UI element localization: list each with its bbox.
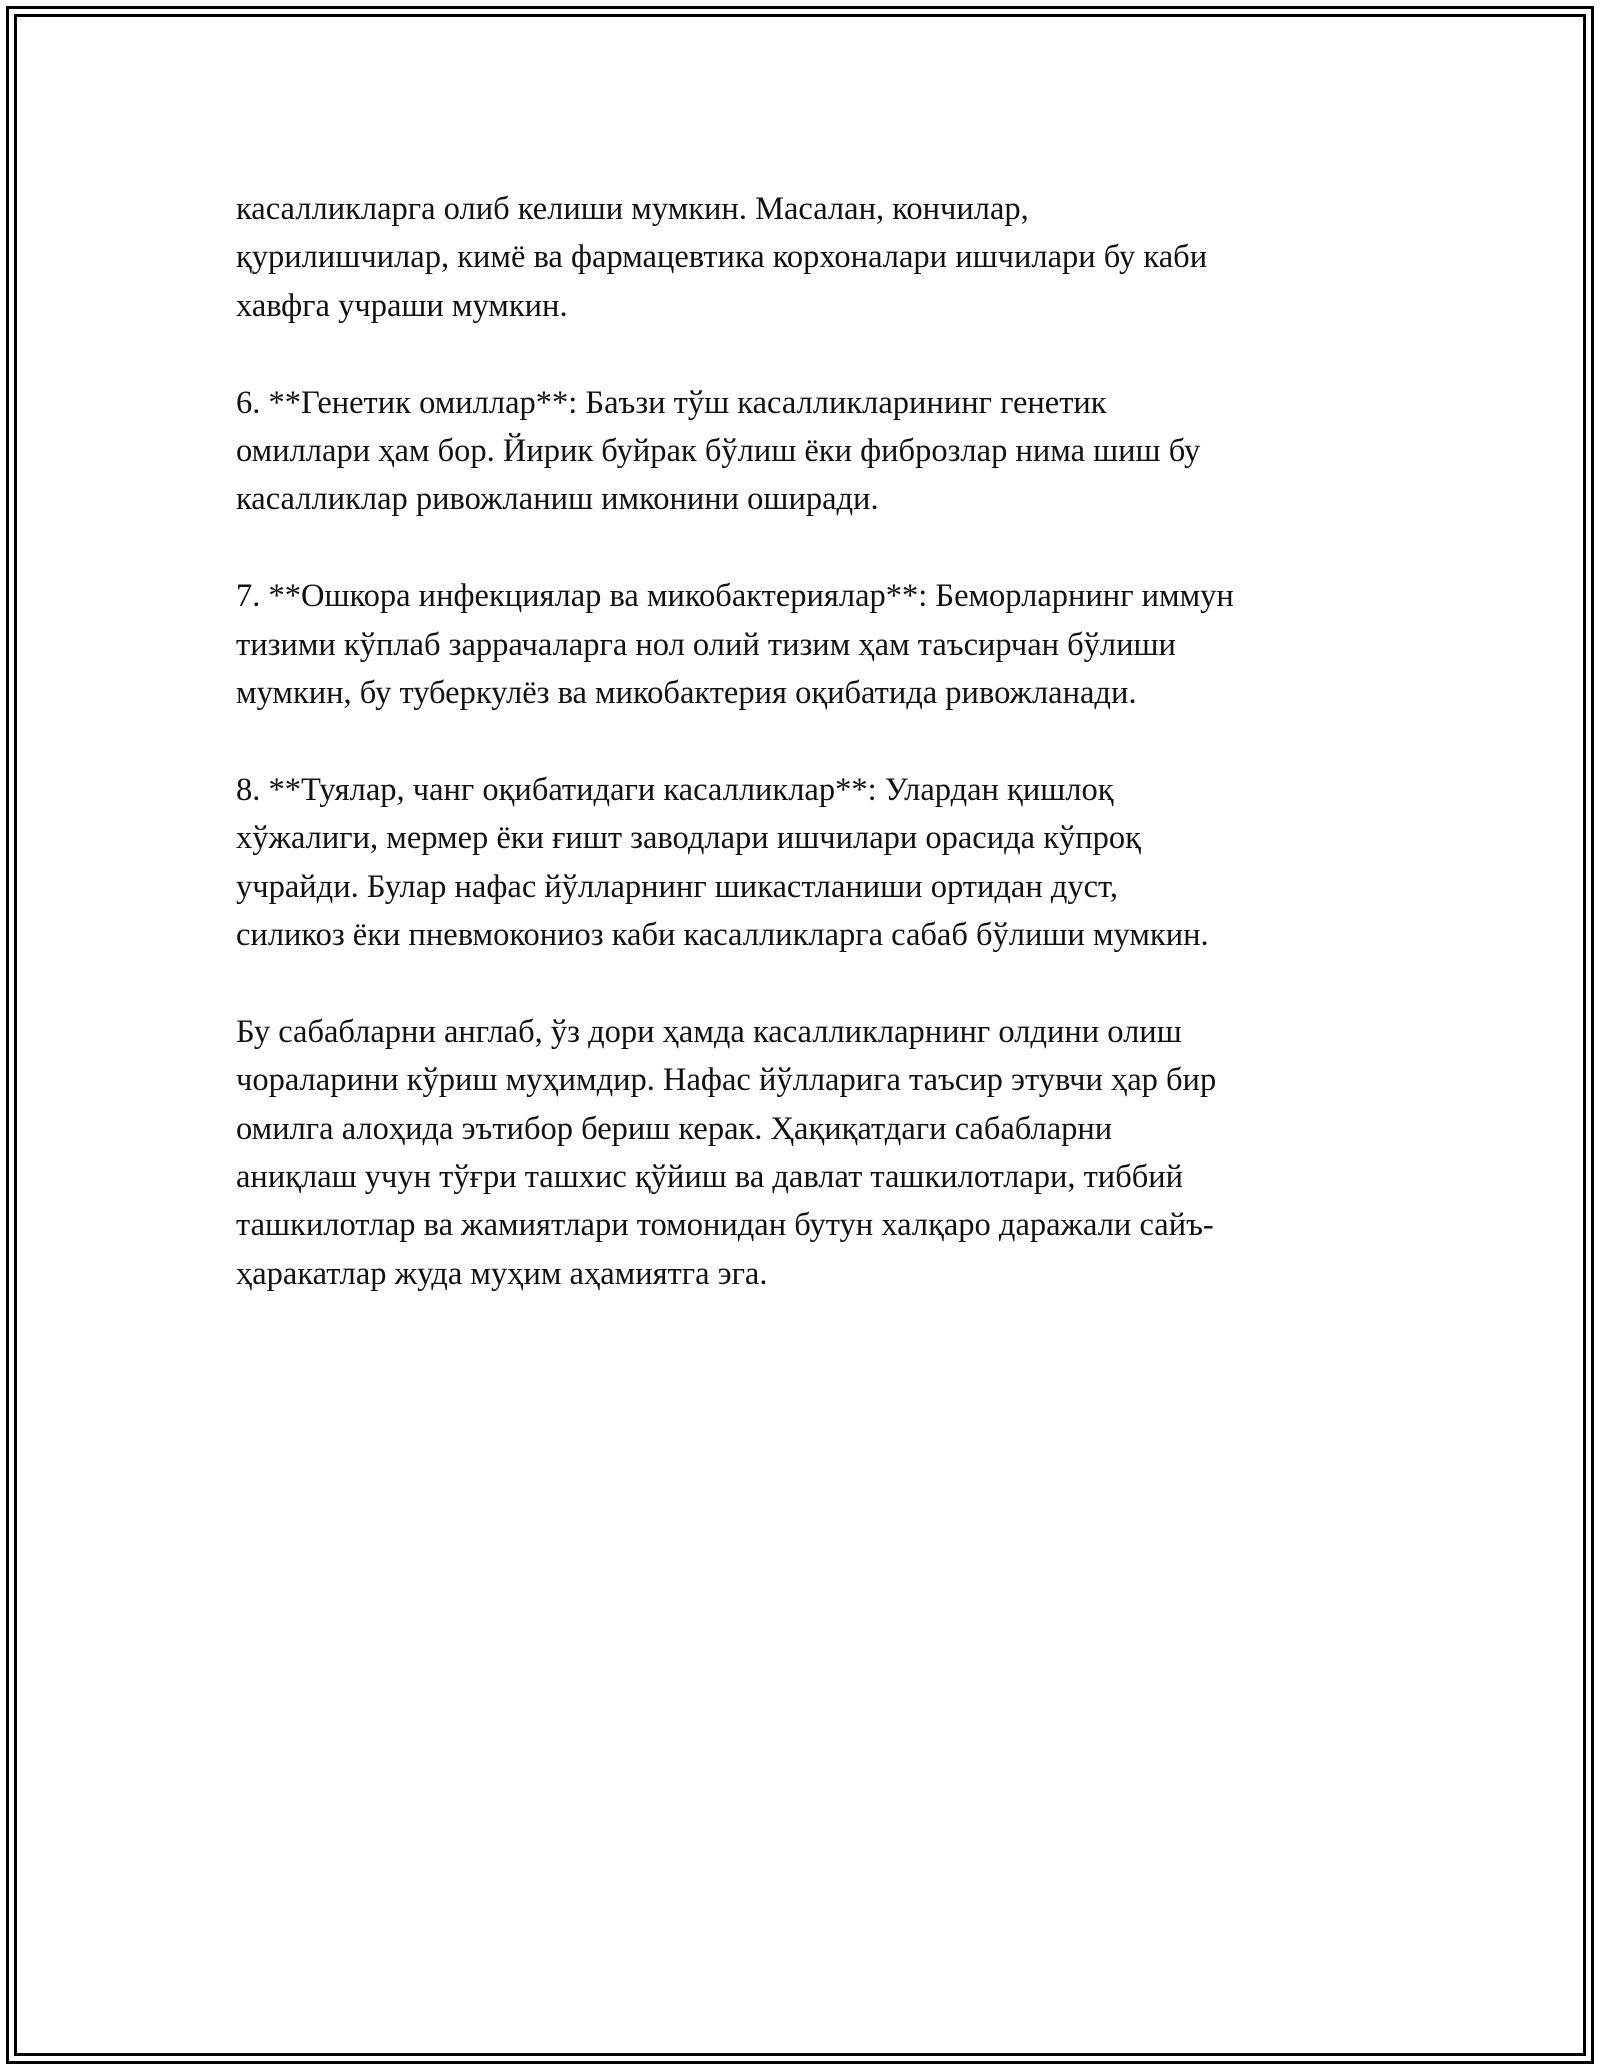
- paragraph-item-8-dust-diseases: [236, 766, 1376, 960]
- paragraph-item-6-genetic-factors: [236, 379, 1376, 524]
- text-line: касалликларга олиб келиши мумкин. Масалан, кончилар,: [236, 191, 1029, 227]
- text-line: тизими кўплаб заррачаларга нол олий тизим ҳам таъсирчан бўлиши: [236, 626, 1176, 663]
- text-line: чораларини кўриш муҳимдир. Нафас йўлларига таъсир этувчи ҳар бир: [236, 1062, 1217, 1099]
- paragraph-occupational-continuation: [236, 185, 1376, 330]
- text-line: 6. **Генетик омиллар**: Баъзи тўш касалликларининг генетик: [236, 384, 1107, 421]
- text-line: ташкилотлар ва жамиятлари томонидан бутун халқаро даражали сайъ-: [236, 1207, 1214, 1244]
- text-line: учрайди. Булар нафас йўлларнинг шикастланиши ортидан дуст,: [236, 868, 1118, 905]
- text-line: хўжалиги, мермер ёки ғишт заводлари ишчилари орасида кўпроқ: [236, 820, 1141, 857]
- text-line: хавфга учраши мумкин.: [236, 287, 568, 324]
- text-line: Бу сабабларни англаб, ўз дори ҳамда касалликларнинг олдини олиш: [236, 1013, 1182, 1050]
- text-line: қурилишчилар, кимё ва фармацевтика корхоналари ишчилари бу каби: [236, 239, 1208, 276]
- text-line: мумкин, бу туберкулёз ва микобактерия оқибатида ривожланади.: [236, 675, 1137, 712]
- paragraph-item-7-infections: [236, 572, 1376, 717]
- text-line: ҳаракатлар жуда муҳим аҳамиятга эга.: [236, 1255, 768, 1292]
- text-line: касалликлар ривожланиш имконини оширади.: [236, 481, 879, 518]
- text-line: 7. **Ошкора инфекциялар ва микобактериялар**: Беморларнинг иммун: [236, 578, 1234, 615]
- text-line: омилга алоҳида эътибор бериш керак. Ҳақиқатдаги сабабларни: [236, 1110, 1113, 1147]
- text-line: 8. **Туялар, чанг оқибатидаги касалликлар**: Улардан қишлоқ: [236, 771, 1114, 808]
- text-line: аниқлаш учун тўғри ташхис қўйиш ва давлат ташкилотлари, тиббий: [236, 1159, 1184, 1196]
- paragraph-conclusion: [236, 1008, 1376, 1298]
- document-body: [236, 185, 1376, 1298]
- text-line: омиллари ҳам бор. Йирик буйрак бўлиш ёки фиброзлар нима шиш бу: [236, 433, 1201, 470]
- text-line: силикоз ёки пневмокониоз каби касалликларга сабаб бўлиши мумкин.: [236, 917, 1209, 954]
